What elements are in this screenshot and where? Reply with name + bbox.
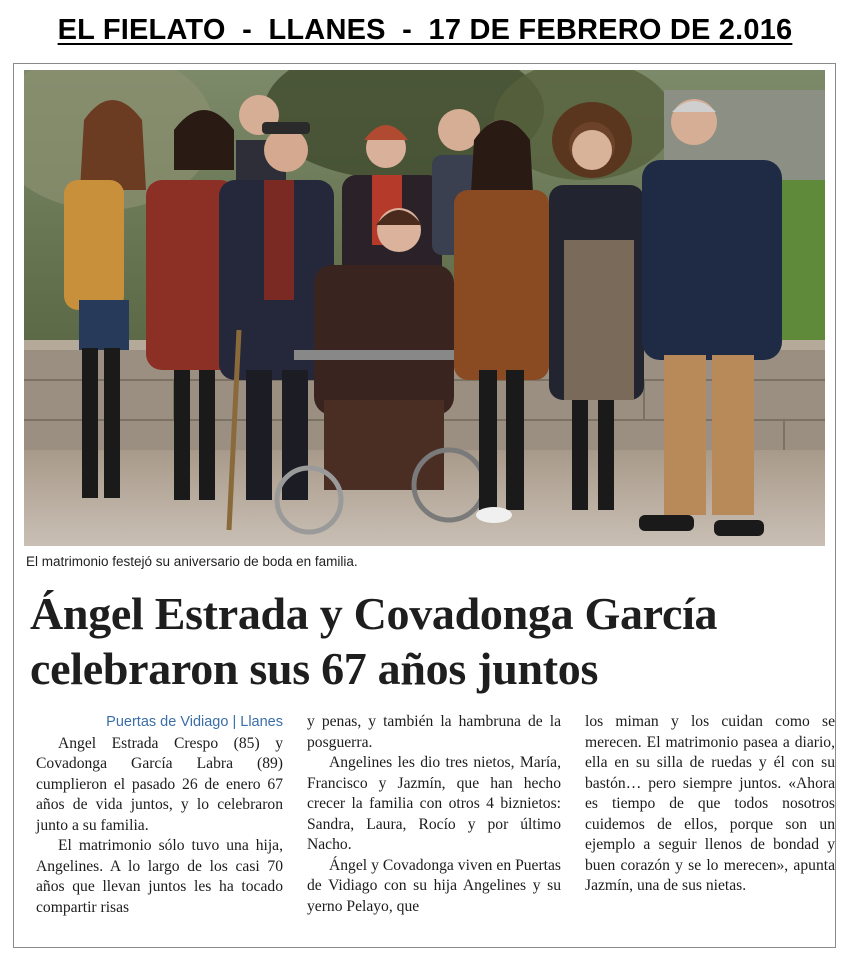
paragraph: Angel Estrada Crespo (85) y Covadonga García Labra (89) cumplieron el pasado 26 de enero 67 años de vida juntos, y lo celebraron junto a su familia. [36, 734, 283, 834]
article-byline: Puertas de Vidiago | Llanes [106, 714, 283, 730]
paragraph: Ángel y Covadonga viven en Puertas de Vidiago con su hija Angelines y su yerno Pelayo, que [307, 856, 561, 915]
headline-line-2: celebraron sus 67 años juntos [30, 643, 599, 694]
headline-line-1: Ángel Estrada y Covadonga García [30, 588, 718, 639]
header-text: EL FIELATO - LLANES - 17 DE FEBRERO DE 2.016 [57, 14, 793, 46]
paragraph: y penas, y también la hambruna de la posguerra. [307, 713, 561, 751]
article-column-1 [36, 712, 283, 918]
article-headline [30, 586, 830, 696]
paragraph: El matrimonio sólo tuvo una hija, Angelines. A lo largo de los casi 70 años que llevan juntos les ha tocado compartir risas [36, 837, 283, 916]
paragraph: los miman y los cuidan como se merecen. El matrimonio pasea a diario, ella en su silla de ruedas y él con su bastón… pero siempre juntos. «Ahora es tiempo de que todos nosotros cuidemos de ellos, porque son un ejemplo a seguir llenos de bondad y buen corazón y se lo merecen», apunta Jazmín, una de sus nietas. [585, 713, 835, 894]
article-column-3 [585, 712, 835, 897]
paragraph: Angelines les dio tres nietos, María, Francisco y Jazmín, que han hecho crecer la familia con otros 4 biznietos: Sandra, Laura, Rocío y por último Nacho. [307, 754, 561, 853]
article-column-2 [307, 712, 561, 917]
page-header [0, 14, 850, 47]
family-photo [24, 70, 825, 546]
family-photo-illustration [24, 70, 825, 546]
photo-caption: El matrimonio festejó su aniversario de boda en familia. [26, 554, 358, 569]
